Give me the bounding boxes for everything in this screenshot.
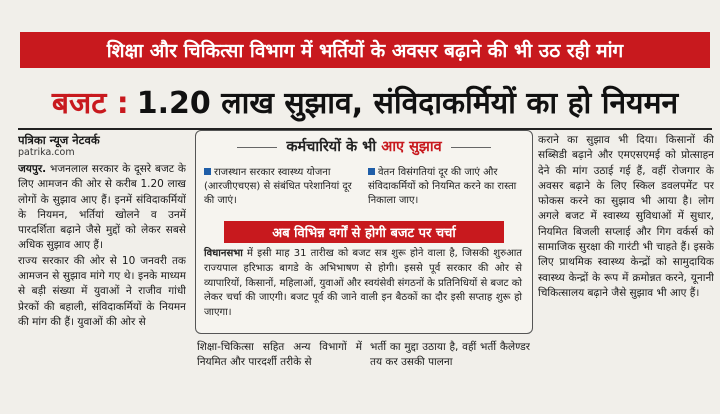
headline-text: 1.20 लाख सुझाव, संविदाकर्मियों का हो नियमन	[136, 85, 679, 121]
article-column-1	[18, 133, 186, 385]
box-paragraph	[204, 247, 522, 321]
paragraph-2: राज्य सरकार की ओर से 10 जनवरी तक आमजन से सुझाव मांगे गए थे। इनके माध्यम से बड़ी संख्या में युवाओं ने राजीव गांधी प्रेरकों की बहाली, संविदाकर्मियों के नियमन की मांग की हैं। युवाओं की ओर से	[18, 254, 186, 328]
kicker-banner: शिक्षा और चिकित्सा विभाग में भर्तियों के अवसर बढ़ाने की भी उठ रही मांग	[20, 32, 710, 68]
box-title-red: आए सुझाव	[381, 139, 442, 155]
box-title-plain: कर्मचारियों के भी	[286, 139, 377, 155]
box-bullet-1	[204, 166, 364, 208]
box-paragraph-lead: विधानसभा	[204, 248, 243, 259]
article-column-2-bottom: शिक्षा-चिकित्सा सहित अन्य विभागों में नियमित और पारदर्शी तरीके से	[197, 341, 362, 369]
title-rule-right	[451, 147, 491, 148]
paragraph-1	[18, 162, 186, 254]
square-bullet-icon	[368, 168, 375, 175]
dateline: जयपुर.	[18, 163, 47, 175]
byline-site: patrika.com	[18, 147, 75, 158]
title-rule-left	[237, 147, 277, 148]
headline	[18, 76, 712, 126]
article-column-3-bottom: भर्ती का मुद्दा उठाया है, वहीं भर्ती कैलेण्डर तय कर उसकी पालना	[370, 341, 530, 369]
box-paragraph-text: में इसी माह 31 तारीख को बजट सत्र शुरू होने वाला है, जिसकी शुरुआत राज्यपाल हरिभाऊ बागडे के अभिभाषण से होगी। इससे पूर्व सरकार की ओर से व्यापारियों, किसानों, महिलाओं, युवाओं और स्वयंसेवी संगठनों के प्रतिनिधियों से बजट को लेकर चर्चा की जाएगी। बजट पूर्व की जाने वाली इन बैठकों का दौर इसी सप्ताह शुरू हो जाएगा।	[204, 248, 523, 319]
box-title	[196, 136, 532, 156]
box-bullet-2	[368, 166, 528, 208]
box-bullet-1-text: राजस्थान सरकार स्वास्थ्य योजना (आरजीएचएस) से संबंधित परेशानियां दूर की जाएं।	[204, 167, 352, 206]
sidebar-box	[195, 130, 533, 334]
paragraph-1-text: भजनलाल सरकार के दूसरे बजट के लिए आमजन की ओर से करीब 1.20 लाख लोगों के सुझाव आए हैं। इनमें संविदाकर्मियों के नियमन, भर्तियां खोलने व उनमें पारदर्शिता बढ़ाने जैसे मुद्दों को लेकर सबसे अधिक सुझाव आए हैं।	[18, 163, 186, 252]
headline-prefix: बजट :	[51, 85, 129, 121]
box-subheading-banner: अब विभिन्न वर्गों से होगी बजट पर चर्चा	[224, 221, 504, 243]
box-bullet-2-text: वेतन विसंगतियां दूर की जाएं और संविदाकर्मियों को नियमित करने का रास्ता निकाला जाए।	[368, 167, 517, 206]
byline-agency: पत्रिका न्यूज नेटवर्क	[18, 133, 100, 147]
square-bullet-icon	[204, 168, 211, 175]
article-column-4: कराने का सुझाव भी दिया। किसानों की सब्सिडी बढ़ाने और एमएसएमई को प्रोत्साहन देने की मांग उठाई गई हैं, वहीं रोजगार के अवसर बढ़ाने के लिए स्किल डवलपमेंट पर फोकस करने का सुझाव भी आया है। लोग अगले बजट में स्वास्थ्य सुविधाओं में सुधार, नियमित बिजली सप्लाई और गिग वर्कर्स को सामाजिक सुरक्षा की गारंटी भी चाहते हैं। इसके लिए प्राथमिक स्वास्थ्य केन्द्रों को सामुदायिक स्वास्थ्य केन्द्रों के रूप में क्रमोन्नत करने, यूनानी चिकित्सालय बढ़ाने जैसे सुझाव भी आए हैं।	[538, 134, 714, 299]
